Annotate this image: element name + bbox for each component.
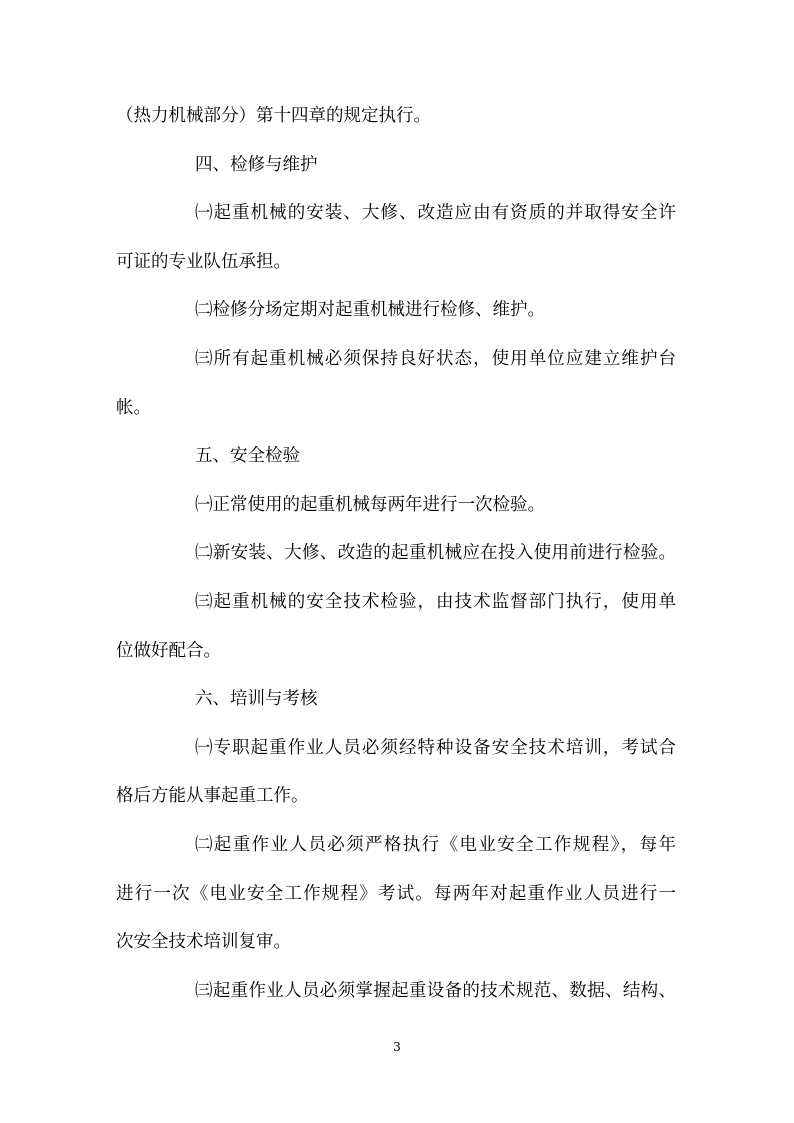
page-number: 3: [393, 1040, 401, 1054]
paragraph-line: ㈡检修分场定期对起重机械进行检修、维护。: [195, 300, 545, 321]
paragraph-line: 进行一次《电业安全工作规程》考试。每两年对起重作业人员进行一: [116, 883, 676, 904]
paragraph-line: ㈢所有起重机械必须保持良好状态，使用单位应建立维护台: [195, 348, 676, 369]
section-heading: 五、安全检验: [195, 446, 300, 467]
paragraph-line: ㈡起重作业人员必须严格执行《电业安全工作规程》，每年: [195, 834, 676, 855]
paragraph-line: 帐。: [116, 397, 151, 418]
document-body: [116, 92, 676, 1015]
section-heading: 四、检修与维护: [195, 154, 318, 175]
paragraph-line: 次安全技术培训复审。: [116, 932, 291, 953]
paragraph-line: ㈢起重机械的安全技术检验，由技术监督部门执行，使用单: [195, 591, 676, 612]
paragraph-line: （热力机械部分）第十四章的规定执行。: [116, 106, 431, 126]
paragraph-line: ㈡新安装、大修、改造的起重机械应在投入使用前进行检验。: [195, 543, 676, 564]
paragraph-line: ㈠起重机械的安装、大修、改造应由有资质的并取得安全许: [195, 203, 676, 224]
paragraph-line: ㈠正常使用的起重机械每两年进行一次检验。: [195, 494, 545, 515]
paragraph-line: ㈢起重作业人员必须掌握起重设备的技术规范、数据、结构、: [195, 980, 676, 1001]
paragraph-line: 格后方能从事起重工作。: [116, 786, 309, 807]
section-heading: 六、培训与考核: [195, 689, 318, 710]
paragraph-line: 可证的专业队伍承担。: [116, 251, 291, 272]
paragraph-line: 位做好配合。: [116, 640, 221, 661]
paragraph-line: ㈠专职起重作业人员必须经特种设备安全技术培训，考试合: [195, 737, 676, 758]
